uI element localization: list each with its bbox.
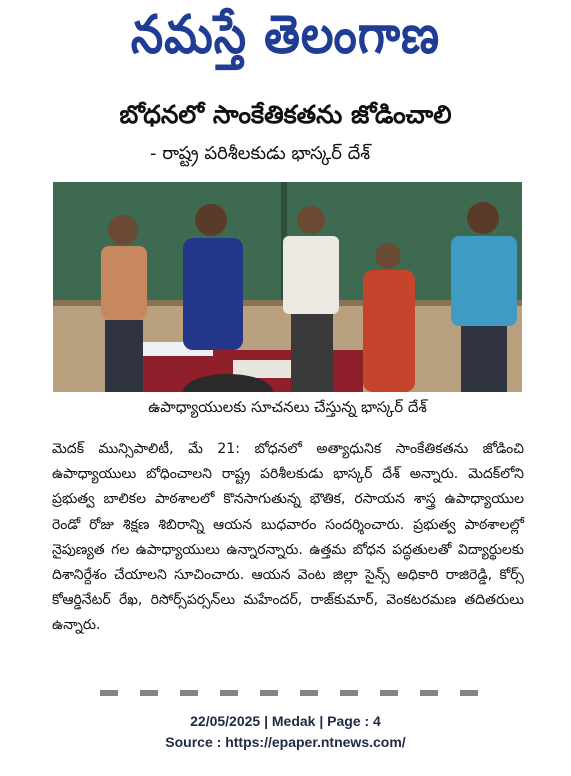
masthead-title: నమస్తే తెలంగాణ <box>130 3 441 66</box>
newspaper-masthead <box>0 0 571 82</box>
article-body <box>52 437 524 639</box>
clipping-footer <box>0 711 571 753</box>
cropped-next-article-edge <box>100 690 480 696</box>
photo-caption: ఉపాధ్యాయులకు సూచనలు చేస్తున్న భాస్కర్ దేశ్ <box>148 398 427 416</box>
article-body-paragraph: మెదక్ మున్సిపాలిటీ, మే 21: బోధనలో అత్యాధునిక సాంకేతికతను జోడించి ఉపాధ్యాయులు బోధించాలని రాష్ట్ర పరిశీలకుడు భాస్కర్ దేశ్ అన్నారు. మెదక్‌లోని ప్రభుత్వ బాలికల పాఠశాలలో కొనసాగుతున్న భౌతిక, రసాయన శాస్త్ర ఉపాధ్యాయుల రెండో రోజు శిక్షణ శిబిరాన్ని ఆయన బుధవారం సందర్శించారు. ప్రభుత్వ పాఠశాలల్లో నైపుణ్యత గల ఉపాధ్యాయులు ఉన్నారన్నారు. ఉత్తమ బోధన పద్ధతులతో విద్యార్థులకు దిశానిర్దేశం చేయాలని సూచించారు. ఆయన వెంట జిల్లా సైన్స్ అధికారి రాజిరెడ్డి, కోర్స్ కోఆర్డినేటర్ రేఖ, రిసోర్స్‌పర్సన్‌లు మహేందర్, రాజ్‌కుమార్, వెంకటరమణ తదితరులు ఉన్నారు. <box>52 441 524 634</box>
article-headline: బోధనలో సాంకేతికతను జోడించాలి <box>119 100 452 129</box>
footer-date-page: 22/05/2025 | Medak | Page : 4 <box>190 713 381 729</box>
footer-source: Source : https://epaper.ntnews.com/ <box>165 734 406 750</box>
article-photo <box>53 182 522 392</box>
article-subheadline: - రాష్ట్ర పరిశీలకుడు భాస్కర్ దేశ్ <box>150 143 371 164</box>
